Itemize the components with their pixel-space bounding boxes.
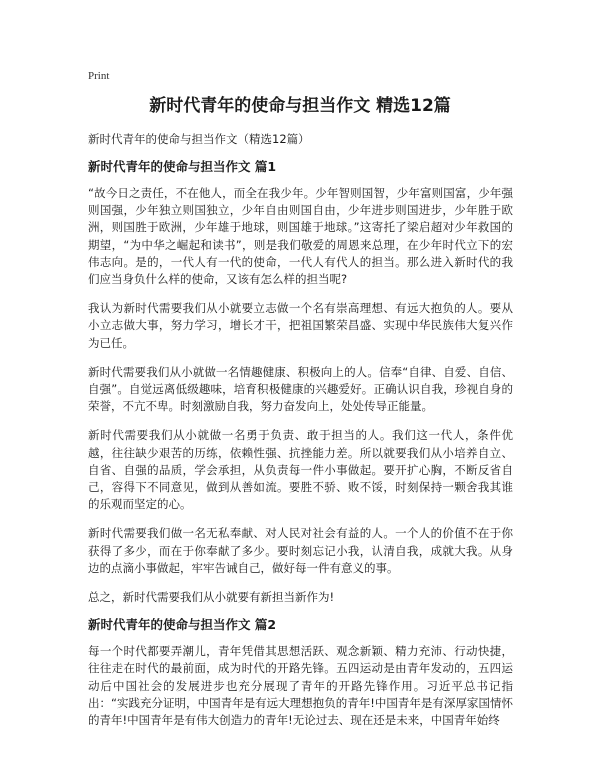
section-heading-1: 新时代青年的使命与担当作文 篇1 [88,159,277,174]
paragraph: 每一个时代都要弄潮儿，青年凭借其思想活跃、观念新颖、精力充沛、行动快捷，往往走在时代的最前面，成为时代的开路先锋。五四运动是由青年发动的，五四运动后中国社会的发展进步也充分展现了青年的开路先锋作用。习近平总书记指出：“实践充分证明，中国青年是有远大理想抱负的青年!中国青年是有深厚家国情怀的青年!中国青年是有伟大创造力的青年!无论过去、现在还是未来，中国青年始终 [88,644,513,728]
page-title: 新时代青年的使命与担当作文 精选12篇 [149,96,451,116]
paragraph: 新时代需要我们从小就做一名情趣健康、积极向上的人。信奉“自律、自爱、自信、自强”。自觉远离低级趣味，培育积极健康的兴趣爱好。正确认识自我，珍视自身的荣誉，不亢不卑。时刻激励自我，努力奋发向上，处处传导正能量。 [88,364,513,414]
paragraph: 我认为新时代需要我们从小就要立志做一个名有崇高理想、有远大抱负的人。要从小立志做大事，努力学习，增长才干，把祖国繁荣昌盛、实现中华民族伟大复兴作为已任。 [88,301,513,350]
paragraph: “故今日之责任，不在他人，而全在我少年。少年智则国智，少年富则国富，少年强则国强，少年独立则国独立，少年自由则国自由，少年进步则国进步，少年胜于欧洲，则国胜于欧洲，少年雄于地球，则国雄于地球。”这寄托了梁启超对少年救国的期望，“为中华之崛起和读书”，则是我们敬爱的周恩来总理，在少年时代立下的宏伟志向。是的，一代人有一代的使命，一代人有代人的担当。那么进入新时代的我们应当身负什么样的使命，又该有怎么样的担当呢? [88,186,513,287]
section-heading-2: 新时代青年的使命与担当作文 篇2 [88,617,277,633]
paragraph: 新时代需要我们从小就做一名勇于负责、敢于担当的人。我们这一代人，条件优越，往往缺少艰苦的历练，依赖性强、抗挫能力差。所以就要我们从小培养自立、自省、自强的品质，学会承担，从负责每一件小事做起。要开扩心胸，不断反省自己，容得下不同意见，做到从善如流。要胜不骄、败不馁，时刻保持一颗舍我其谁的乐观而坚定的心。 [88,428,513,512]
print-link[interactable]: Print [88,70,110,82]
article-body [88,131,513,741]
article-subtitle: 新时代青年的使命与担当作文（精选12篇） [88,132,310,146]
paragraph: 新时代需要我们做一名无私奉献、对人民对社会有益的人。一个人的价值不在于你获得了多少，而在于你奉献了多少。要时刻忘记小我，认清自我，成就大我。从身边的点滴小事做起，牢牢告诫自己，做好每一件有意义的事。 [88,526,513,575]
paragraph: 总之，新时代需要我们从小就要有新担当新作为! [88,590,335,605]
